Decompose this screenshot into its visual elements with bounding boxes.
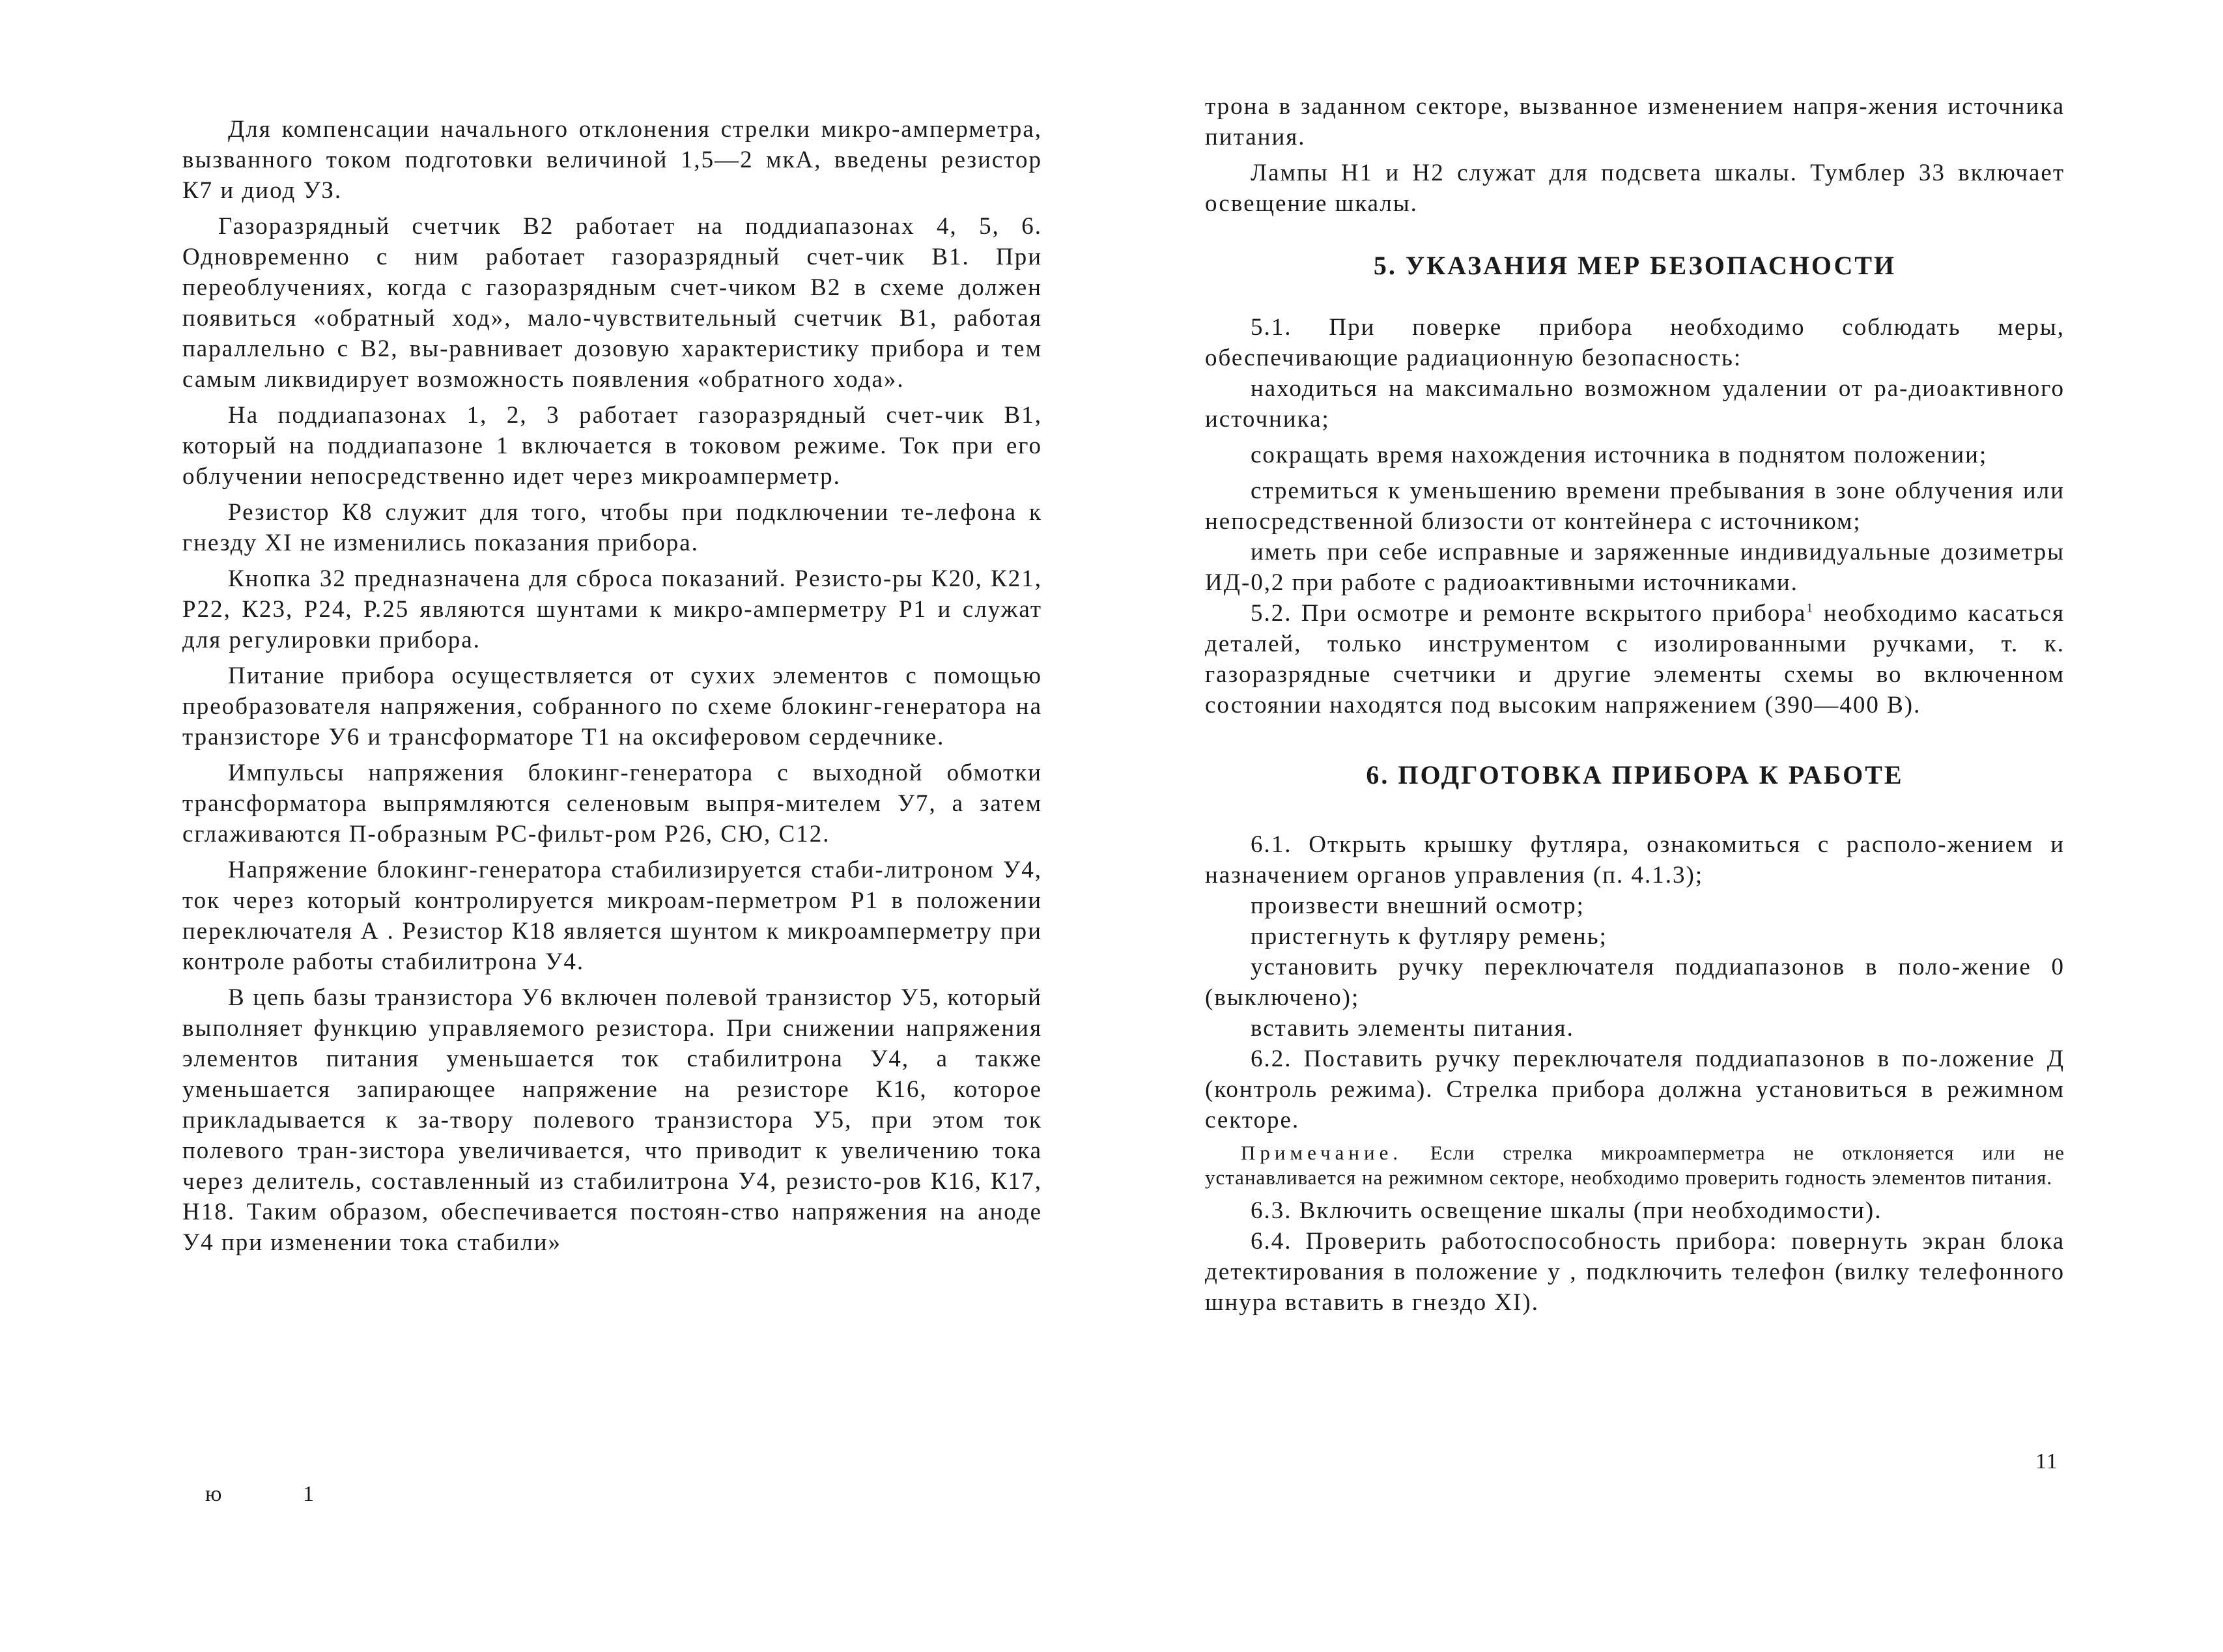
note	[1205, 1141, 2065, 1190]
text-run: 5.2. При осмотре и ремонте вскрытого прибора	[1251, 600, 1807, 627]
text-run: необходимо касаться деталей, только инструментом с изолированными ручками, т. к. газоразрядные счетчики и другие элементы схемы во включенном состоянии находятся под высоким напряжением (390—400 В).	[1205, 600, 2065, 719]
paragraph: стремиться к уменьшению времени пребывания в зоне облучения или непосредственной близости от контейнера с источником;	[1205, 477, 2065, 535]
paragraph: Для компенсации начального отклонения стрелки микро-амперметра, вызванного током подготовки величиной 1,5—2 мкА, введены резистор К7 и диод УЗ.	[182, 116, 1042, 204]
paragraph: Газоразрядный счетчик В2 работает на поддиапазонах 4, 5, 6. Одновременно с ним работает газоразрядный счет-чик В1. При переоблучениях, когда с газоразрядным счет-чиком В2 в схеме должен появиться «обратный ход», мало-чувствительный счетчик В1, работая параллельно с В2, вы-равнивает дозовую характеристику прибора и тем самым ликвидирует возможность появления «обратного хода».	[182, 213, 1042, 393]
right-column	[1205, 91, 2065, 1318]
paragraph: 6.1. Открыть крышку футляра, ознакомиться с располо-жением и назначением органов управления (п. 4.1.3);	[1205, 831, 2065, 889]
paragraph: иметь при себе исправные и заряженные индивидуальные дозиметры ИД-0,2 при работе с радиоактивными источниками.	[1205, 539, 2065, 596]
paragraph: произвести внешний осмотр;	[1251, 892, 1585, 919]
paragraph: Резистор К8 служит для того, чтобы при подключении те-лефона к гнезду XI не изменились показания прибора.	[182, 499, 1042, 556]
continued-paragraph: трона в заданном секторе, вызванное изменением напря-жения источника питания.	[1205, 93, 2065, 150]
footer-number: 1	[303, 1482, 315, 1506]
footer-mark: ю	[205, 1482, 223, 1506]
section-heading: 5. УКАЗАНИЯ МЕР БЕЗОПАСНОСТИ	[1373, 251, 1897, 280]
paragraph: В цепь базы транзистора У6 включен полевой транзистор У5, который выполняет функцию управляемого резистора. При снижении напряжения элементов питания уменьшается ток стабилитрона У4, а также уменьшается запирающее напряжение на резисторе К16, которое прикладывается к за-твору полевого транзистора У5, при этом ток полевого тран-зистора увеличивается, что приводит к увеличению тока через делитель, составленный из стабилитрона У4, резисто-ров К16, К17, Н18. Таким образом, обеспечивается постоян-ство напряжения на аноде У4 при изменении тока стабили»	[182, 984, 1042, 1256]
paragraph: На поддиапазонах 1, 2, 3 работает газоразрядный счет-чик В1, который на поддиапазоне 1 включается в токовом режиме. Ток при его облучении непосредственно идет через микроамперметр.	[182, 402, 1042, 490]
paragraph: Питание прибора осуществляется от сухих элементов с помощью преобразователя напряжения, собранного по схеме блокинг-генератора на транзисторе У6 и трансформаторе Т1 на оксиферовом сердечнике.	[182, 662, 1042, 750]
paragraph: 6.2. Поставить ручку переключателя поддиапазонов в по-ложение Д (контроль режима). Стрелка прибора должна установиться в режимном секторе.	[1205, 1046, 2065, 1133]
note-text: Если стрелка микроамперметра не отклоняется или не устанавливается на режимном секторе, необходимо проверить годность элементов питания.	[1205, 1141, 2065, 1189]
paragraph: Импульсы напряжения блокинг-генератора с выходной обмотки трансформатора выпрямляются селеновым выпря-мителем У7, а затем сглаживаются П-образным РС-фильт-ром Р26, СЮ, С12.	[182, 760, 1042, 847]
paragraph: 6.4. Проверить работоспособность прибора: повернуть экран блока детектирования в положение у , подключить телефон (вилку телефонного шнура вставить в гнездо XI).	[1205, 1228, 2065, 1316]
note-label: Примечание.	[1241, 1141, 1403, 1164]
paragraph: Лампы Н1 и Н2 служат для подсвета шкалы. Тумблер 33 включает освещение шкалы.	[1205, 160, 2065, 217]
paragraph: Кнопка 32 предназначена для сброса показаний. Резисто-ры К20, К21, Р22, К23, Р24, Р.25 являются шунтами к микро-амперметру Р1 и служат для регулировки прибора.	[182, 565, 1042, 653]
section-heading: 6. ПОДГОТОВКА ПРИБОРА К РАБОТЕ	[1366, 760, 1904, 790]
page-number: 11	[2035, 1449, 2058, 1474]
paragraph: вставить элементы питания.	[1251, 1015, 1574, 1042]
paragraph: 5.1. При поверке прибора необходимо соблюдать меры, обеспечивающие радиационную безопасность:	[1205, 314, 2065, 371]
paragraph: сокращать время нахождения источника в поднятом положении;	[1251, 442, 1988, 468]
left-column	[182, 114, 1042, 1258]
paragraph: установить ручку переключателя поддиапазонов в поло-жение 0 (выключено);	[1205, 954, 2065, 1011]
paragraph: 6.3. Включить освещение шкалы (при необходимости).	[1251, 1197, 1882, 1224]
paragraph: находиться на максимально возможном удалении от ра-диоактивного источника;	[1205, 375, 2065, 433]
paragraph	[1205, 598, 2065, 720]
footnote-marker: 1	[1806, 601, 1815, 616]
paragraph: пристегнуть к футляру ремень;	[1251, 923, 1607, 950]
paragraph: Напряжение блокинг-генератора стабилизируется стаби-литроном У4, ток через который контролируется микроам-перметром Р1 в положении переключателя А . Резистор К18 является шунтом к микроамперметру при контроле работы стабилитрона У4.	[182, 857, 1042, 975]
